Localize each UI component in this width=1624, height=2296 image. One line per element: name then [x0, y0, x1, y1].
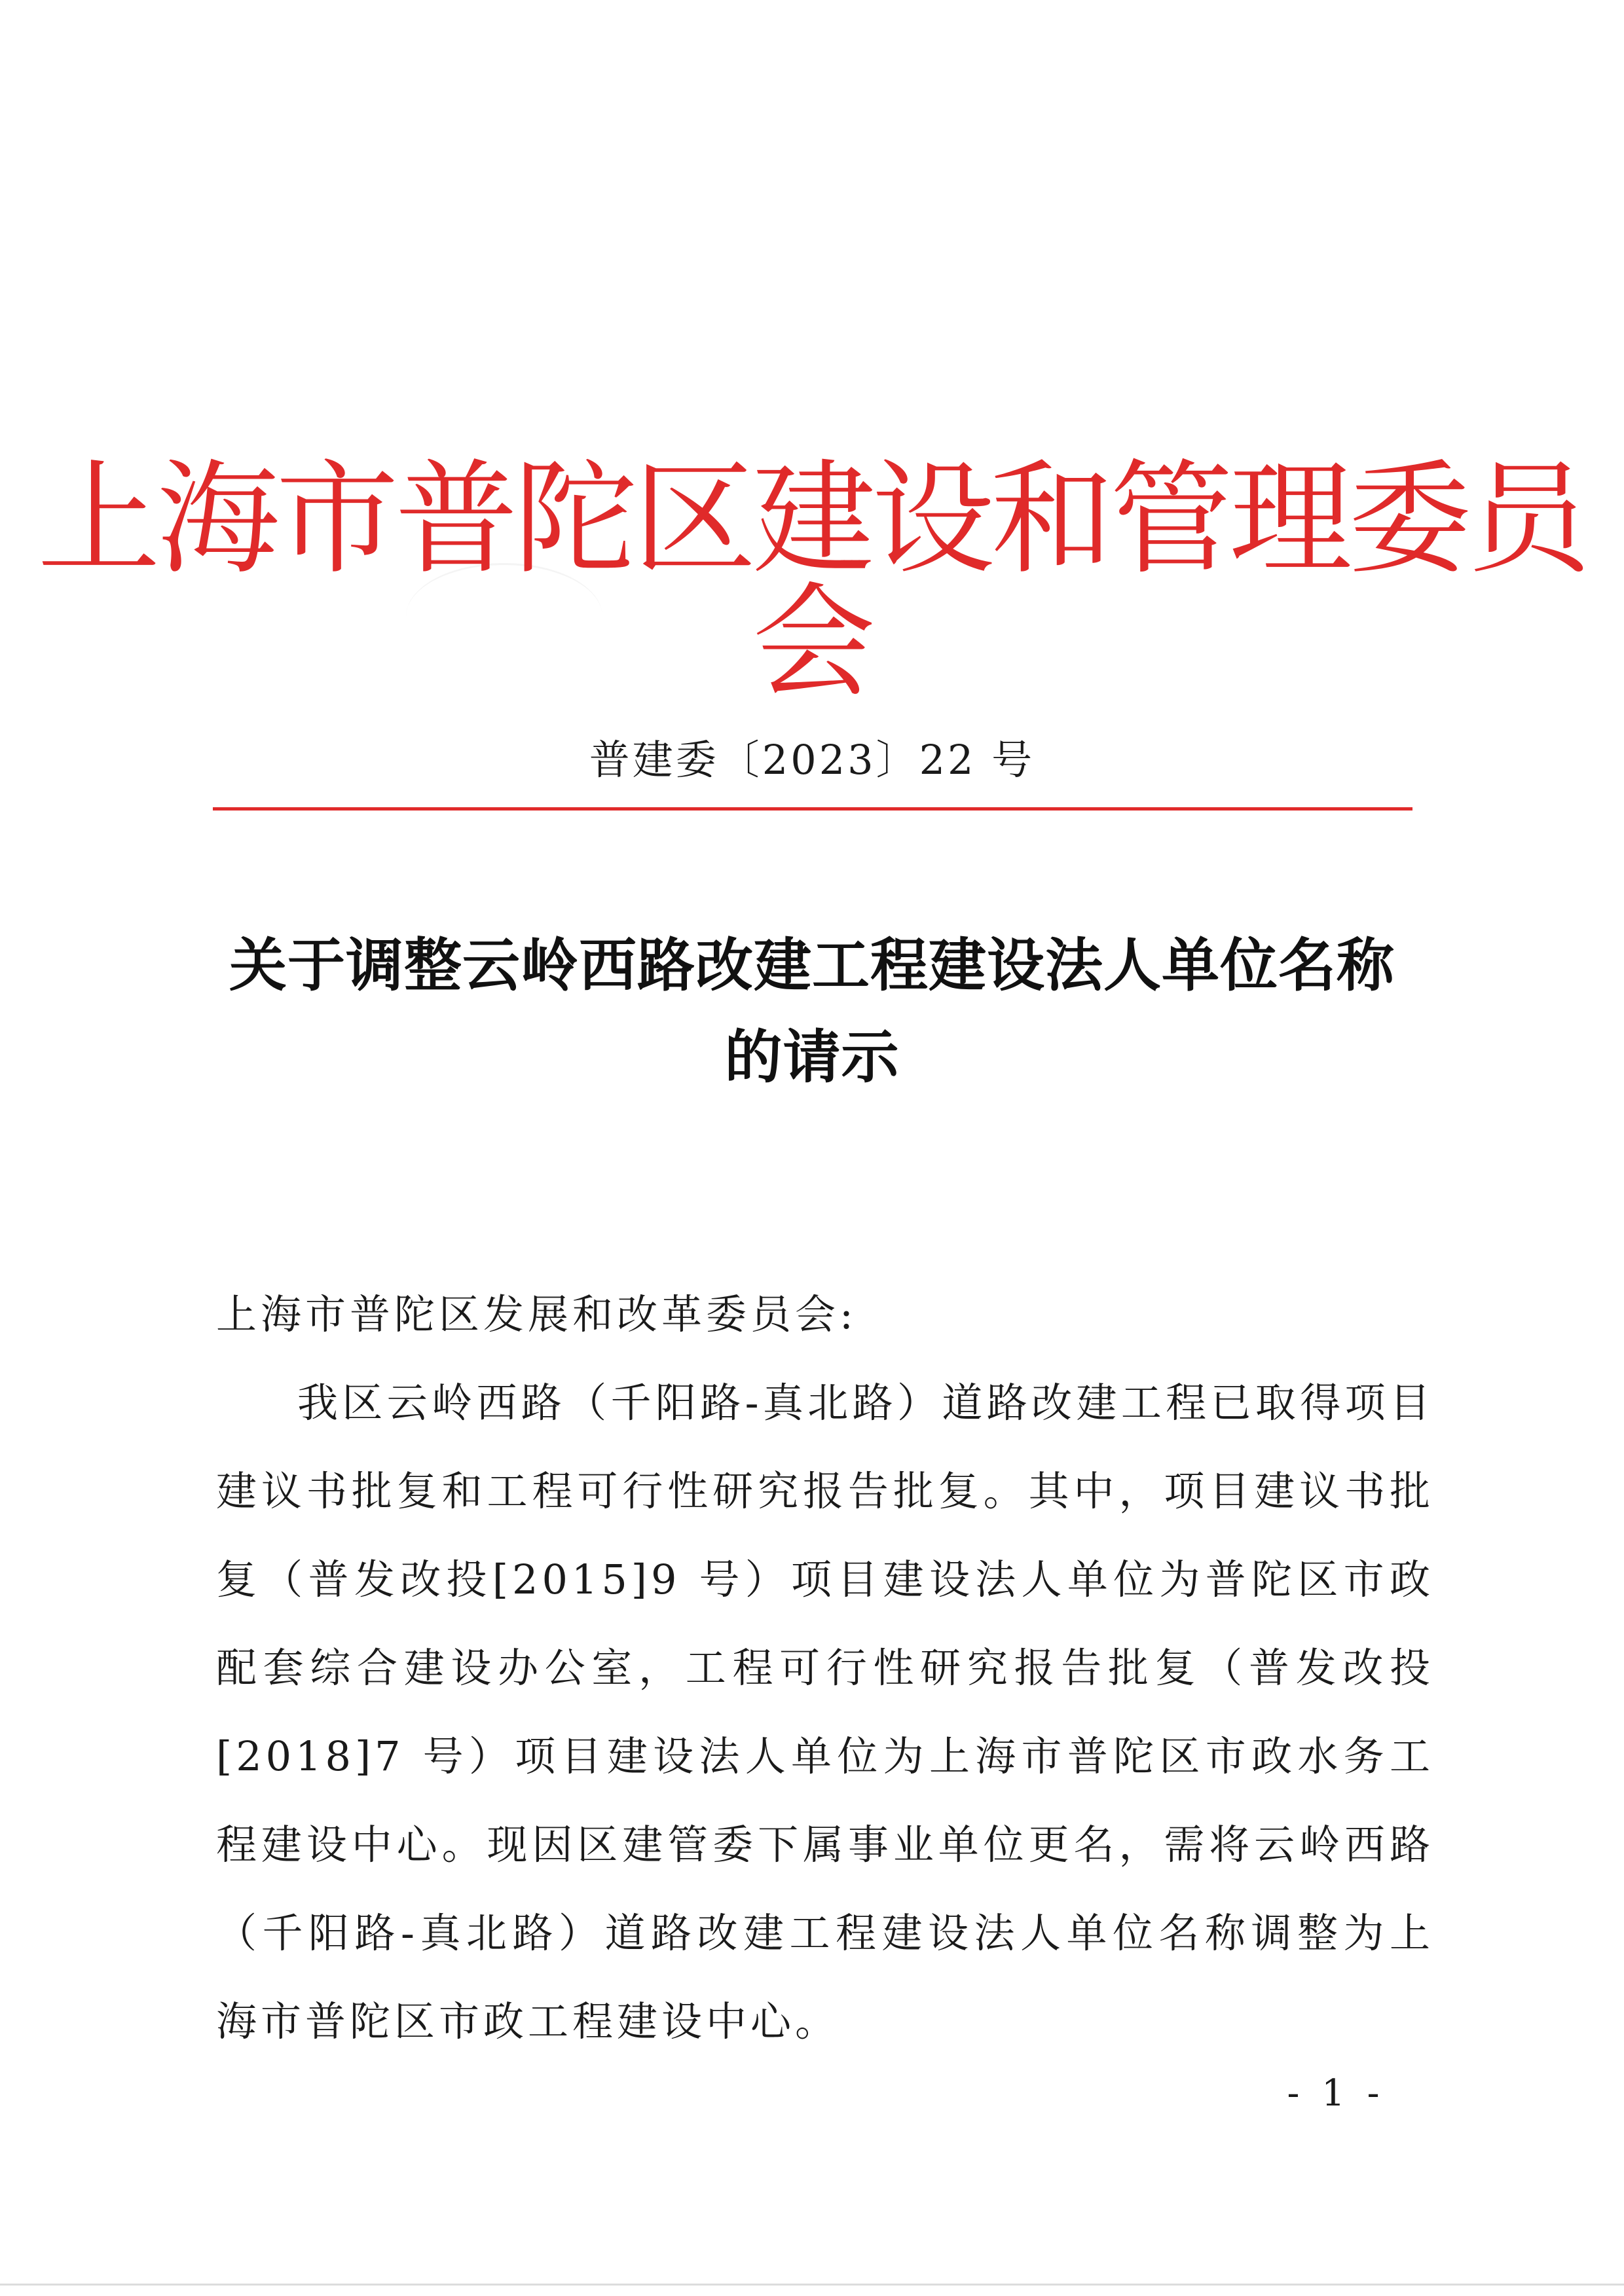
document-number: 普建委〔2023〕22 号	[589, 736, 1035, 784]
organization-header: 上海市普陀区建设和管理委员会	[37, 448, 1587, 714]
scan-edge-line	[0, 2284, 1624, 2286]
title-line-2: 的请示	[724, 1023, 900, 1091]
red-divider-line	[213, 807, 1412, 811]
title-line-1: 关于调整云岭西路改建工程建设法人单位名称	[229, 932, 1395, 999]
page-number: - 1 -	[1287, 2072, 1385, 2115]
body-paragraph: 我区云岭西路（千阳路-真北路）道路改建工程已取得项目建议书批复和工程可行性研究报告批复。其中，项目建议书批复（普发改投[2015]9 号）项目建设法人单位为普陀区市政配套综合建设办公室，工程可行性研究报告批复（普发改投[2018]7 号）项目建设法人单位为上海市普陀区市政水务工程建设中心。现因区建管委下属事业单位更名，需将云岭西路（千阳路-真北路）道路改建工程建设法人单位名称调整为上海市普陀区市政工程建设中心。	[216, 1379, 1434, 2045]
document-title	[196, 920, 1428, 1103]
document-body	[216, 1270, 1434, 2066]
salutation: 上海市普陀区发展和改革委员会:	[216, 1290, 857, 1338]
